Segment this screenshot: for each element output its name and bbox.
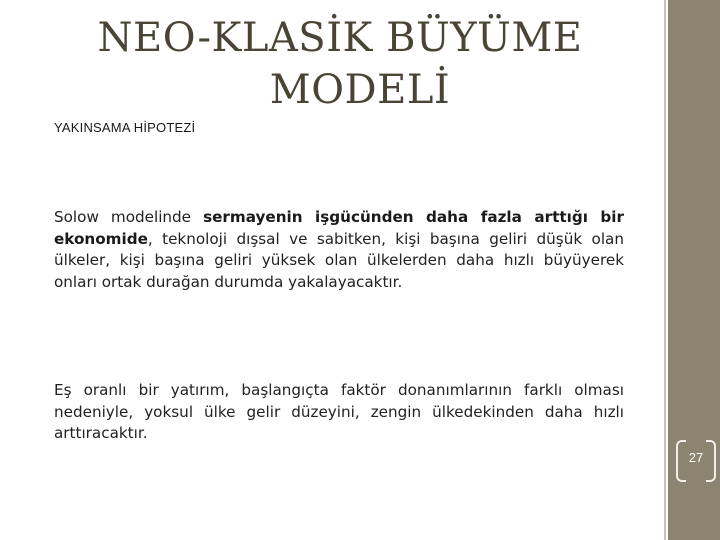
slide-title [90,12,590,116]
paragraph-1-lead: Solow modelinde [54,208,204,226]
page-number-badge [676,440,716,480]
sidebar-divider [664,0,666,540]
paragraph-1-bold: sermayenin işgücünden daha fazla arttığı bir ekonomide [54,208,624,248]
title-line-1: NEO-KLASİK BÜYÜME [97,15,583,61]
paragraph-1 [54,207,624,293]
title-line-2: MODELİ [269,67,451,113]
paragraph-1-rest: , teknoloji dışsal ve sabitken, kişi başına geliri düşük olan ülkeler, kişi başına geliri yüksek olan ülkelerden daha hızlı büyüyerek onları ortak durağan durumda yakalayacaktır. [54,229,624,291]
page-number: 27 [688,450,704,465]
paragraph-2: Eş oranlı bir yatırım, başlangıçta faktör donanımlarının farklı olması nedeniyle, yoksul ülke gelir düzeyini, zengin ülkedekinden daha hızlı arttıracaktır. [54,381,624,442]
slide-subtitle: YAKINSAMA HİPOTEZİ [54,120,196,135]
